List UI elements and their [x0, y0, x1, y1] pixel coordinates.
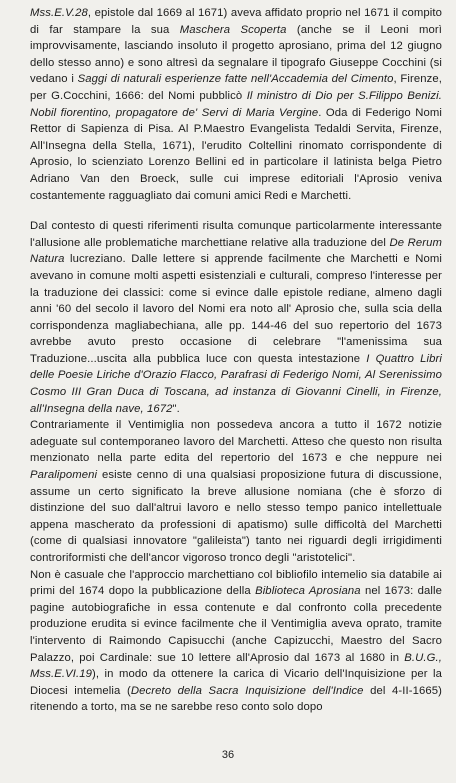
- italic-text-run: I Quattro Libri delle Poesie Liriche d'Orazio Flacco, Parafrasi di Federigo Nomi, Al Serenissimo Cosmo III Gran Duca di Toscana, ad instanza di Giovanni Cinelli, in Firenze, all'Insegna della nave, 1672: [30, 352, 442, 415]
- paragraph: [30, 417, 442, 566]
- text-run: Dal contesto di questi riferimenti risulta comunque particolarmente interessante l'allusione alle problematiche marchettiane relative alla traduzione del: [30, 220, 442, 249]
- paragraph: [30, 218, 442, 417]
- text-run: Contrariamente il Ventimiglia non possedeva ancora a tutto il 1672 notizie adeguate sul contemporaneo lavoro del Marchetti. Atteso che questo non risulta menzionato nella parte edita del repertorio del 1673 e che neppure nei: [30, 419, 442, 465]
- italic-text-run: Decreto della Sacra Inquisizione dell'Indice: [130, 684, 364, 697]
- paragraph: [30, 5, 442, 204]
- text-run: del 4-II-1665) ritenendo a torto, ma se ne sarebbe reso conto solo dopo: [30, 684, 442, 714]
- text-run: (anche se il Leoni morì improvvisamente, lasciando insoluto il progetto aprosiano, prima del 12 giugno dello stesso anno) e sono altresì da segnalare il tipografo Giuseppe Cocchini (si vedano i: [30, 23, 443, 86]
- text-run: , epistole dal 1669 al 1671) aveva affidato proprio nel 1671 il compito di far stampare la sua: [30, 7, 442, 36]
- italic-text-run: B.U.G., Mss.E.VI.19: [30, 651, 442, 681]
- paragraph: [30, 567, 442, 716]
- text-run: nel 1673: dalle pagine autobiografiche in essa contenute e dal confronto colla precedente produzione erudita si evince facilmente che il Ventimiglia aveva oprato, tramite l'intervento di Raimondo Capisucchi (anche Capizucchi, Maestro del Sacro Palazzo, poi Cardinale: sue 10 lettere all'Aprosio dal 1673 al 1680 in: [30, 585, 442, 664]
- text-run: ), in modo da ottenere la carica di Vicario dell'Inquisizione per la Diocesi intemelia (: [30, 668, 442, 697]
- page-number: 36: [221, 749, 235, 761]
- text-run: lucreziano. Dalle lettere si apprende facilmente che Marchetti e Nomi avevano in comune molti aspetti esistenziali e culturali, compreso l'interesse per la traduzione dei classici: come si evince dalle epistole rediane, almeno dagli anni '60 del secolo il lavoro del Nomi era noto all' Aprosio che, sulla scia della corrispondenza magliabechiana, alle pp. 144-46 del suo repertorio del 1673 avrebbe avuto presto occasione di celebrare "l'amenissima sua Traduzione...uscita alla pubblica luce con questa intestazione: [30, 253, 442, 365]
- italic-text-run: Paralipomeni: [30, 469, 98, 482]
- text-run: , Firenze, per G.Cocchini, 1666: del Nomi pubblicò: [30, 73, 443, 102]
- italic-text-run: Biblioteca Aprosiana: [255, 585, 361, 598]
- italic-text-run: Saggi di naturali esperienze fatte nell'Accademia del Cimento: [77, 73, 394, 86]
- italic-text-run: Maschera Scoperta: [179, 23, 287, 36]
- text-run: . Oda di Federigo Nomi Rettor di Sapienza di Pisa. Al P.Maestro Evangelista Tedaldi Servita, Firenze, All'Insegna della Stella, 1671), l'erudito Coltellini rinomato corrispondente di Aprosio, lo scienziato Lorenzo Bellini ed in particolare il latinista belga Pietro Adriano Van den Broeck, sulle cui imprese editoriali l'Aprosio veniva costantemente ragguagliato dai comuni amici Redi e Marchetti.: [30, 106, 442, 202]
- paragraph-gap: [30, 204, 442, 218]
- text-run: ".: [172, 402, 180, 415]
- italic-text-run: De Rerum Natura: [30, 236, 442, 266]
- italic-text-run: Mss.E.V.28: [30, 7, 88, 19]
- italic-text-run: Il ministro di Dio per S.Filippo Benizi. Nobil fiorentino, propagatore de' Servi di Maria Vergine: [30, 89, 442, 119]
- text-run: esiste cenno di una qualsiasi proposizione futura di discussione, assume un certo significato la breve allusione nomiana (che è sforzo di distinzione del suo dall'altrui lavoro e nello stesso tempo panico intellettuale appena mascherato da professioni di apatismo) sulle difficoltà del Marchetti (come di qualsiasi innovatore "galileista") tanto nei riguardi degli irrigidimenti controriformisti che dell'ancor vigoroso tronco degli "aristotelici".: [30, 469, 442, 564]
- text-run: Non è casuale che l'approccio marchettiano col bibliofilo intemelio sia databile ai primi del 1674 dopo la pubblicazione della: [30, 568, 442, 598]
